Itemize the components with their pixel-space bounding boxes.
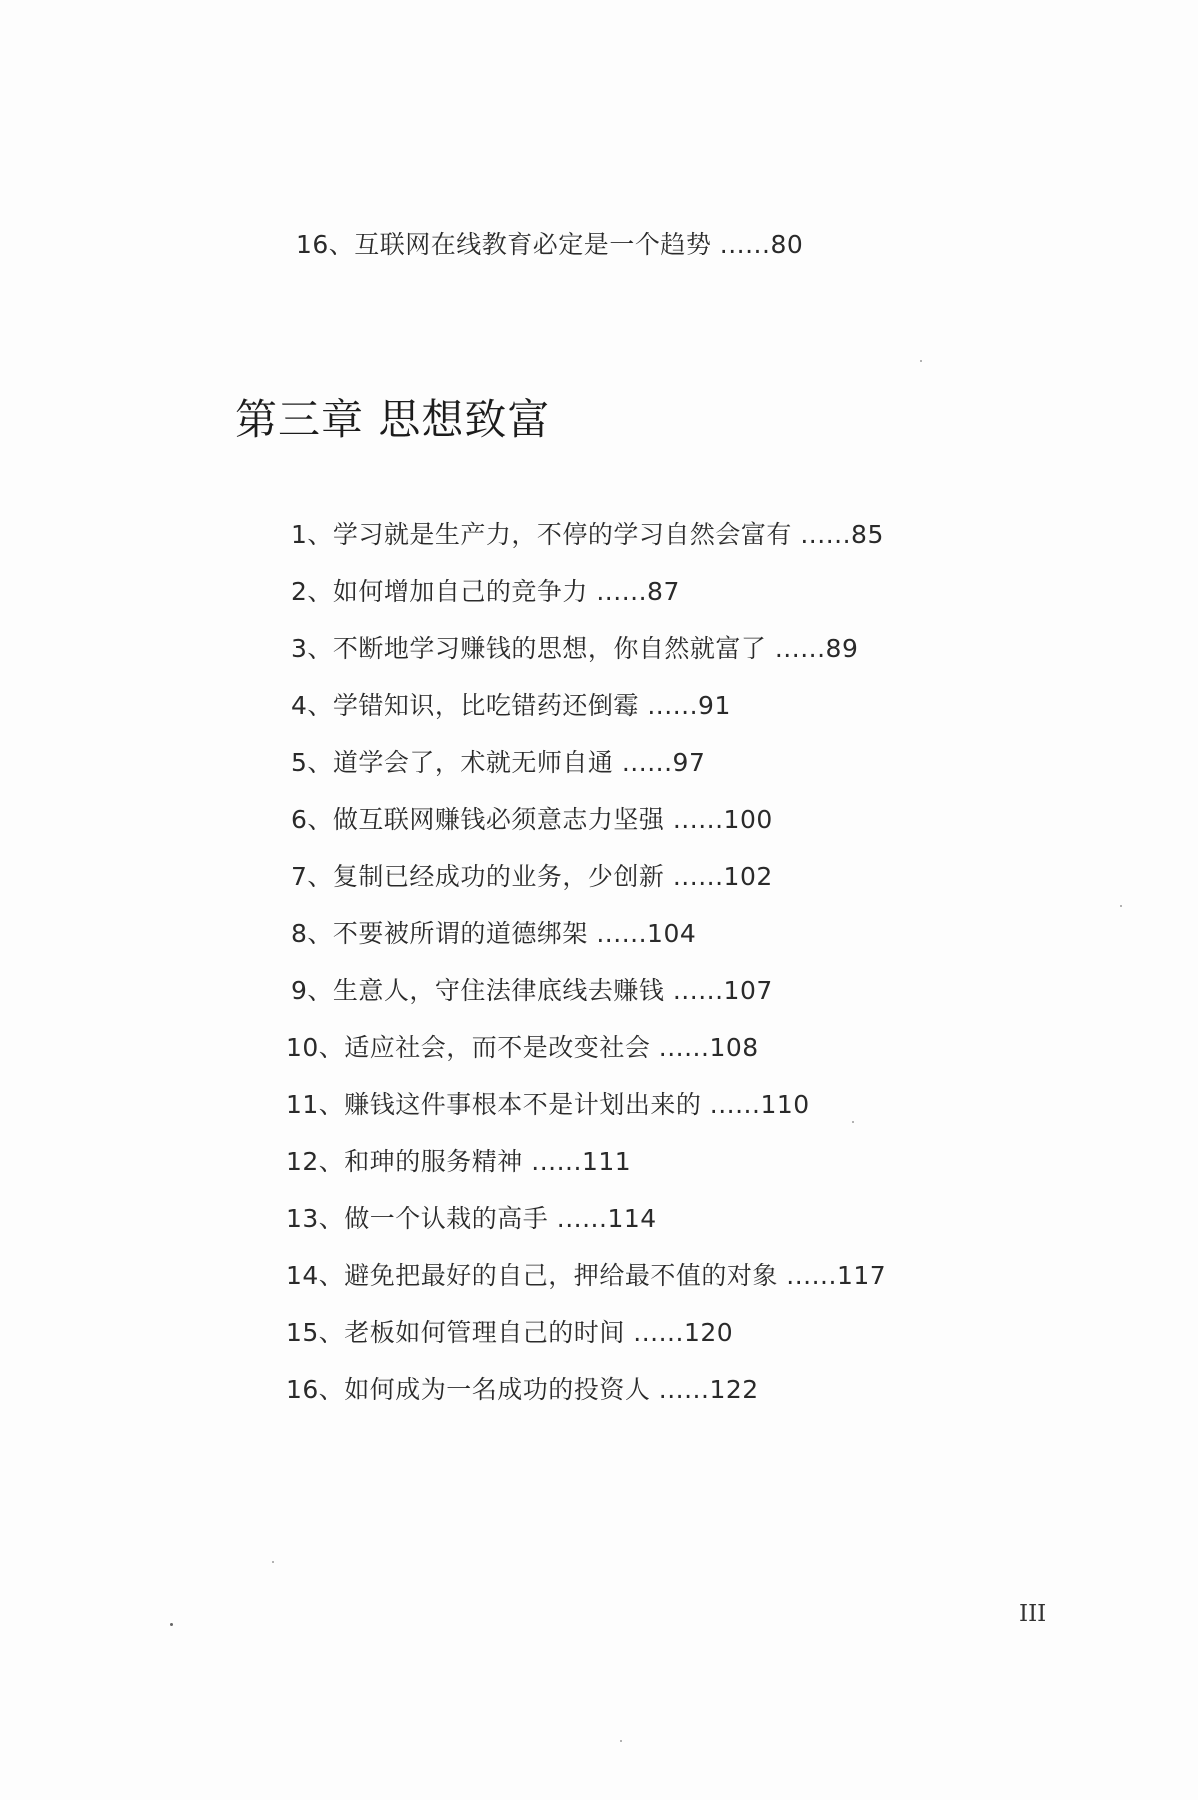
scan-speck xyxy=(620,1740,622,1742)
toc-entry: 1、学习就是生产力，不停的学习自然会富有 ......85 xyxy=(291,520,884,549)
scan-speck xyxy=(170,1623,173,1626)
scan-speck xyxy=(1120,905,1122,907)
toc-entry: 8、不要被所谓的道德绑架 ......104 xyxy=(291,919,697,948)
toc-entry: 13、做一个认栽的高手 ......114 xyxy=(286,1204,657,1233)
toc-entry: 11、赚钱这件事根本不是计划出来的 ......110 xyxy=(286,1090,810,1119)
toc-entry: 5、道学会了，术就无师自通 ......97 xyxy=(291,748,706,777)
toc-entry: 3、不断地学习赚钱的思想，你自然就富了 ......89 xyxy=(291,634,859,663)
toc-entry: 10、适应社会，而不是改变社会 ......108 xyxy=(286,1033,759,1062)
toc-entry: 12、和珅的服务精神 ......111 xyxy=(286,1147,632,1176)
toc-entry: 15、老板如何管理自己的时间 ......120 xyxy=(286,1318,734,1347)
toc-entry: 7、复制已经成功的业务，少创新 ......102 xyxy=(291,862,773,891)
scan-speck xyxy=(272,1561,274,1563)
toc-entry: 14、避免把最好的自己，押给最不值的对象 ......117 xyxy=(286,1261,887,1290)
scan-speck xyxy=(852,1121,854,1123)
scan-speck xyxy=(920,360,922,362)
toc-entry-previous: 16、互联网在线教育必定是一个趋势 ......80 xyxy=(296,230,804,259)
toc-entry: 2、如何增加自己的竞争力 ......87 xyxy=(291,577,680,606)
chapter-heading: 第三章 思想致富 xyxy=(235,395,551,444)
toc-entry: 9、生意人，守住法律底线去赚钱 ......107 xyxy=(291,976,773,1005)
page-number: III xyxy=(1019,1601,1047,1627)
toc-entry: 4、学错知识，比吃错药还倒霉 ......91 xyxy=(291,691,731,720)
toc-entry: 16、如何成为一名成功的投资人 ......122 xyxy=(286,1375,759,1404)
toc-entry: 6、做互联网赚钱必须意志力坚强 ......100 xyxy=(291,805,773,834)
